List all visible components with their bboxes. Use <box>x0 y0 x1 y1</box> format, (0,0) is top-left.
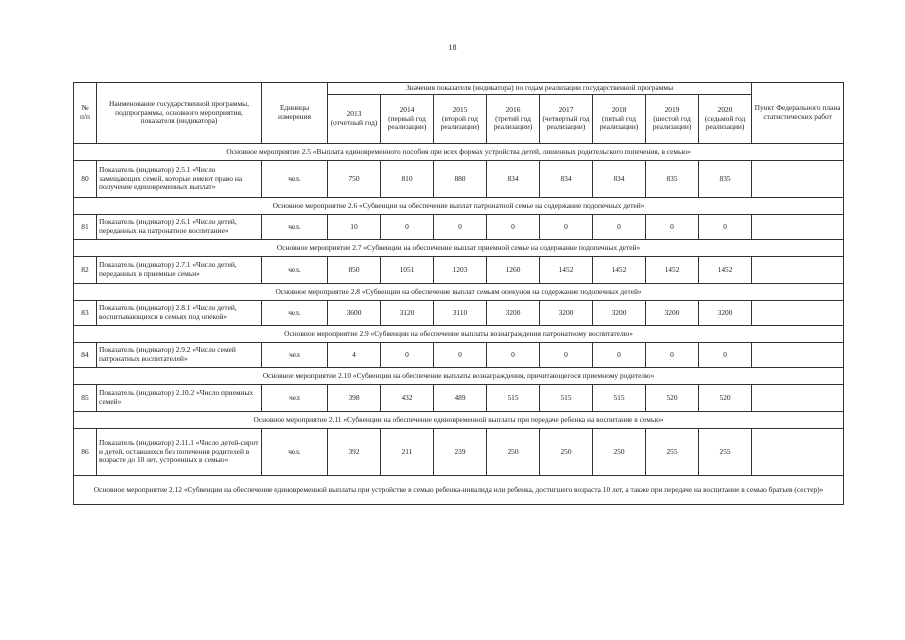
col-header-year <box>646 95 699 144</box>
value-cell: 211 <box>381 429 434 476</box>
value-cell: 750 <box>328 161 381 198</box>
table-row <box>74 215 844 240</box>
section-row <box>74 144 844 161</box>
unit-cell: чел <box>262 385 328 412</box>
value-cell: 0 <box>646 343 699 368</box>
value-cell: 3200 <box>540 301 593 326</box>
year-label: 2019 <box>664 104 680 114</box>
value-cell: 0 <box>540 343 593 368</box>
row-num: 83 <box>74 301 97 326</box>
col-header-year <box>434 95 487 144</box>
year-sub-label: (шестой год реализации) <box>652 113 692 132</box>
table-row <box>74 343 844 368</box>
plan-cell <box>752 301 844 326</box>
value-cell: 520 <box>699 385 752 412</box>
row-num: 81 <box>74 215 97 240</box>
plan-cell <box>752 385 844 412</box>
plan-cell <box>752 161 844 198</box>
value-cell: 834 <box>540 161 593 198</box>
value-cell: 10 <box>328 215 381 240</box>
section-row <box>74 284 844 301</box>
page-number: 18 <box>448 43 457 52</box>
row-num: 84 <box>74 343 97 368</box>
indicator-name: Показатель (индикатор) 2.10.2 «Число приемных семей» <box>97 385 262 412</box>
value-cell: 432 <box>381 385 434 412</box>
table-row <box>74 429 844 476</box>
indicator-name: Показатель (индикатор) 2.11.1 «Число детей-сирот и детей, оставшихся без попечения родителей в возрасте до 10 лет, устроенных в семью» <box>97 429 262 476</box>
section-title: Основное мероприятие 2.12 «Субвенции на обеспечение единовременной выплаты при устройстве в семью ребенка-инвалида или ребенка, достигшего возраста 10 лет, а также при передаче на воспитание в семью братьев (сестер)» <box>74 476 844 505</box>
section-title: Основное мероприятие 2.8 «Субвенции на обеспечение выплат семьям опекунов на содержание подопечных детей» <box>74 284 844 301</box>
row-num: 85 <box>74 385 97 412</box>
table-row <box>74 161 844 198</box>
col-header-group: Значения показателя (индикатора) по годам реализации государственной программы <box>328 83 752 95</box>
value-cell: 1452 <box>540 257 593 284</box>
header-row-group <box>74 83 844 95</box>
section-row <box>74 198 844 215</box>
table-row <box>74 385 844 412</box>
year-sub-label: (первый год реализации) <box>387 113 427 132</box>
value-cell: 1051 <box>381 257 434 284</box>
col-header-year <box>699 95 752 144</box>
value-cell: 3200 <box>593 301 646 326</box>
value-cell: 515 <box>593 385 646 412</box>
year-sub-label: (отчетный год) <box>330 118 378 127</box>
indicators-table <box>73 82 844 505</box>
value-cell: 3200 <box>646 301 699 326</box>
col-header-year <box>328 95 381 144</box>
year-label: 2013 <box>346 109 362 119</box>
value-cell: 1452 <box>699 257 752 284</box>
year-sub-label: (четвертый год реализации) <box>542 113 590 132</box>
value-cell: 520 <box>646 385 699 412</box>
col-header-name: Наименование государственной программы, подпрограммы, основного мероприятия, показателя (индикатора) <box>97 83 262 144</box>
value-cell: 1203 <box>434 257 487 284</box>
section-title: Основное мероприятие 2.10 «Субвенции на обеспечение выплаты вознаграждения, причитающегося приемному родителю» <box>74 368 844 385</box>
value-cell: 3120 <box>381 301 434 326</box>
value-cell: 0 <box>593 343 646 368</box>
section-row <box>74 412 844 429</box>
value-cell: 850 <box>328 257 381 284</box>
section-row <box>74 476 844 505</box>
col-header-units: Единицы измерения <box>262 83 328 144</box>
value-cell: 0 <box>434 215 487 240</box>
value-cell: 0 <box>646 215 699 240</box>
value-cell: 0 <box>487 343 540 368</box>
year-sub-label: (третий год реализации) <box>493 113 533 132</box>
value-cell: 880 <box>434 161 487 198</box>
value-cell: 3110 <box>434 301 487 326</box>
value-cell: 0 <box>434 343 487 368</box>
year-label: 2016 <box>505 104 521 114</box>
value-cell: 515 <box>487 385 540 412</box>
value-cell: 250 <box>540 429 593 476</box>
plan-cell <box>752 257 844 284</box>
year-label: 2017 <box>558 104 574 114</box>
col-header-year <box>540 95 593 144</box>
year-label: 2020 <box>717 104 733 114</box>
value-cell: 1260 <box>487 257 540 284</box>
section-title: Основное мероприятие 2.7 «Субвенции на обеспечение выплат приемной семье на содержание подопечных детей» <box>74 240 844 257</box>
value-cell: 0 <box>381 343 434 368</box>
indicator-name: Показатель (индикатор) 2.5.1 «Число замещающих семей, которые имеют право на получение единовременных выплат» <box>97 161 262 198</box>
value-cell: 810 <box>381 161 434 198</box>
value-cell: 0 <box>381 215 434 240</box>
year-label: 2014 <box>399 104 415 114</box>
row-num: 80 <box>74 161 97 198</box>
plan-cell <box>752 215 844 240</box>
value-cell: 250 <box>487 429 540 476</box>
unit-cell: чел. <box>262 215 328 240</box>
value-cell: 0 <box>593 215 646 240</box>
unit-cell: чел. <box>262 161 328 198</box>
section-title: Основное мероприятие 2.5 «Выплата единовременного пособия при всех формах устройства детей, лишенных родительского попечения, в семью» <box>74 144 844 161</box>
indicator-name: Показатель (индикатор) 2.6.1 «Число детей, переданных на патронатное воспитание» <box>97 215 262 240</box>
section-title: Основное мероприятие 2.9 «Субвенции на обеспечение выплаты вознаграждения патронатному воспитателю» <box>74 326 844 343</box>
value-cell: 1452 <box>646 257 699 284</box>
value-cell: 255 <box>699 429 752 476</box>
year-sub-label: (пятый год реализации) <box>599 113 639 132</box>
indicator-name: Показатель (индикатор) 2.7.1 «Число детей, переданных в приемные семьи» <box>97 257 262 284</box>
col-header-plan: Пункт Федерального плана статистических работ <box>752 83 844 144</box>
section-title: Основное мероприятие 2.6 «Субвенции на обеспечение выплат патронатной семье на содержание подопечных детей» <box>74 198 844 215</box>
unit-cell: чел. <box>262 429 328 476</box>
value-cell: 250 <box>593 429 646 476</box>
plan-cell <box>752 343 844 368</box>
value-cell: 0 <box>540 215 593 240</box>
value-cell: 392 <box>328 429 381 476</box>
value-cell: 0 <box>699 215 752 240</box>
value-cell: 0 <box>487 215 540 240</box>
value-cell: 1452 <box>593 257 646 284</box>
col-header-year <box>381 95 434 144</box>
year-sub-label: (второй год реализации) <box>440 113 480 132</box>
value-cell: 835 <box>699 161 752 198</box>
year-label: 2018 <box>611 104 627 114</box>
section-row <box>74 326 844 343</box>
row-num: 86 <box>74 429 97 476</box>
section-title: Основное мероприятие 2.11 «Субвенции на обеспечение единовременной выплаты при передаче ребенка на воспитание в семью» <box>74 412 844 429</box>
year-sub-label: (седьмой год реализации) <box>704 113 746 132</box>
indicator-name: Показатель (индикатор) 2.8.1 «Число детей, воспитывающихся в семьях под опекой» <box>97 301 262 326</box>
value-cell: 835 <box>646 161 699 198</box>
value-cell: 398 <box>328 385 381 412</box>
section-row <box>74 240 844 257</box>
value-cell: 834 <box>593 161 646 198</box>
value-cell: 239 <box>434 429 487 476</box>
table-row <box>74 257 844 284</box>
unit-cell: чел. <box>262 257 328 284</box>
unit-cell: чел. <box>262 301 328 326</box>
table-row <box>74 301 844 326</box>
value-cell: 515 <box>540 385 593 412</box>
row-num: 82 <box>74 257 97 284</box>
section-row <box>74 368 844 385</box>
value-cell: 489 <box>434 385 487 412</box>
value-cell: 834 <box>487 161 540 198</box>
value-cell: 4 <box>328 343 381 368</box>
value-cell: 3200 <box>699 301 752 326</box>
plan-cell <box>752 429 844 476</box>
table-body <box>74 144 844 505</box>
col-header-year <box>487 95 540 144</box>
value-cell: 3600 <box>328 301 381 326</box>
value-cell: 255 <box>646 429 699 476</box>
value-cell: 3200 <box>487 301 540 326</box>
year-label: 2015 <box>452 104 468 114</box>
indicator-name: Показатель (индикатор) 2.9.2 «Число семей патронатных воспитателей» <box>97 343 262 368</box>
value-cell: 0 <box>699 343 752 368</box>
unit-cell: чел <box>262 343 328 368</box>
col-header-num: № п/п <box>74 83 97 144</box>
col-header-year <box>593 95 646 144</box>
